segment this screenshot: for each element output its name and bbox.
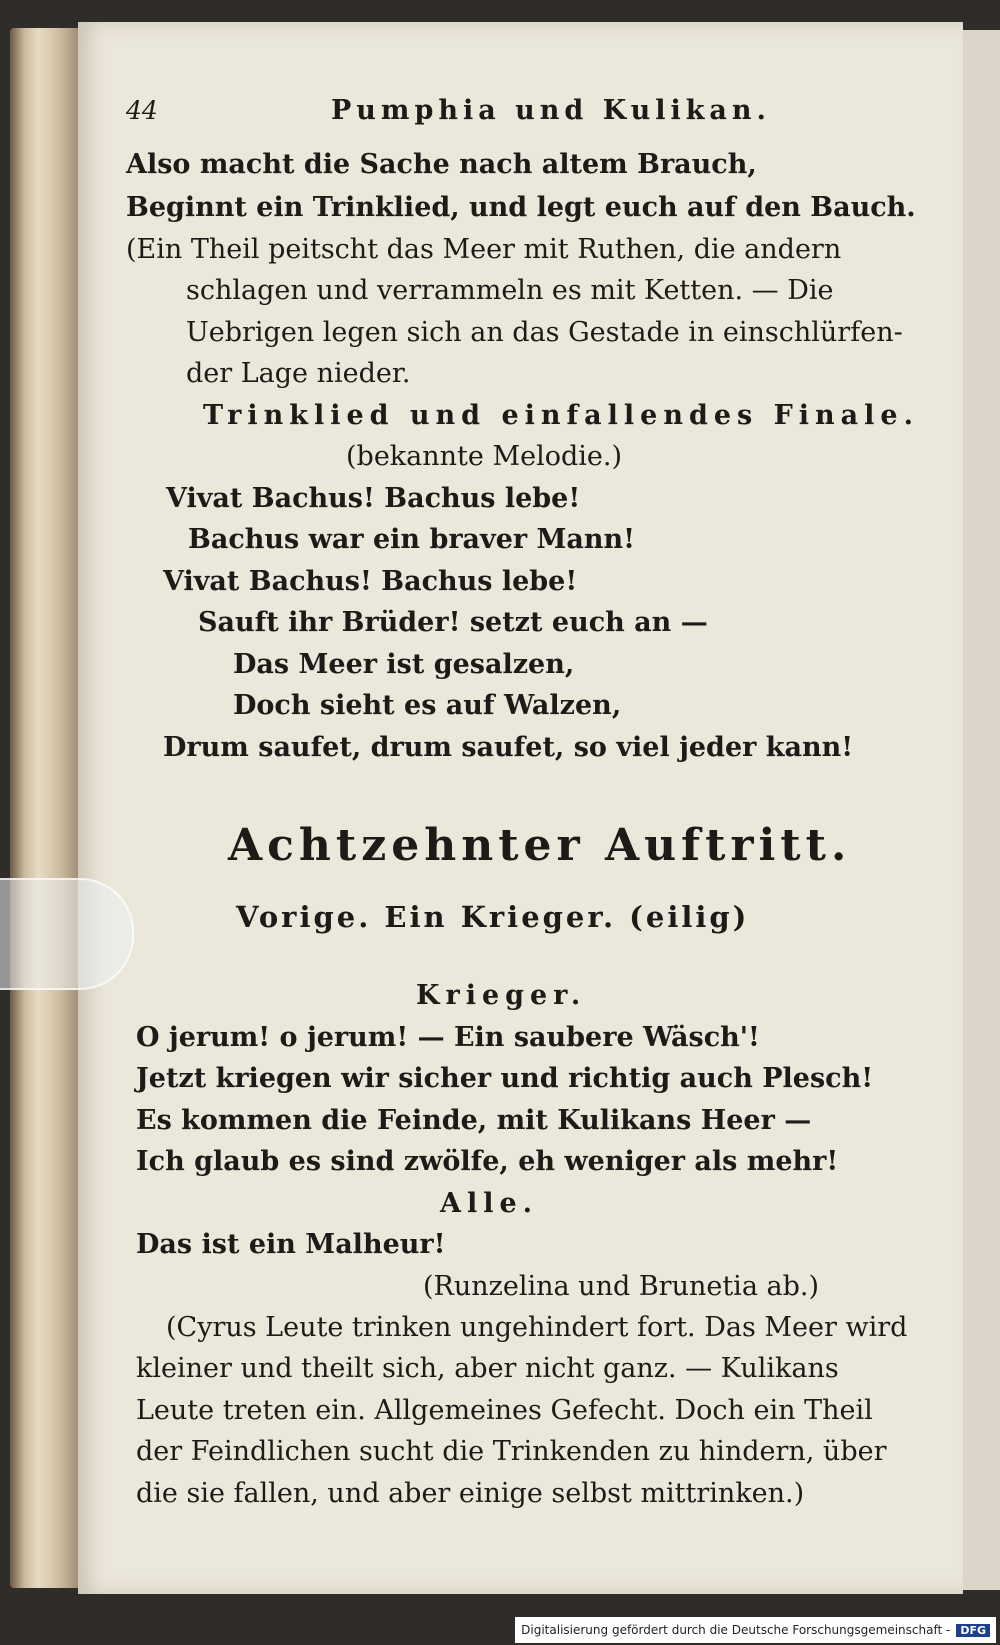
song-title: Trinklied und einfallendes Finale.	[203, 400, 919, 431]
running-title: Pumphia und Kulikan.	[331, 95, 771, 126]
stage-direction-line: Leute treten ein. Allgemeines Gefecht. Doch ein Theil	[136, 1395, 873, 1426]
dfg-logo: DFG	[956, 1624, 990, 1637]
verse-line: Beginnt ein Trinklied, und legt euch auf den Bauch.	[126, 192, 916, 223]
verse-line: Also macht die Sache nach altem Brauch,	[126, 149, 757, 180]
song-line: Doch sieht es auf Walzen,	[233, 690, 622, 721]
song-note: (bekannte Melodie.)	[346, 441, 622, 472]
stage-direction-line: kleiner und theilt sich, aber nicht ganz. — Kulikans	[136, 1353, 839, 1384]
credit-text: Digitalisierung gefördert durch die Deutsche Forschungsgemeinschaft -	[521, 1623, 951, 1637]
speech-line: Jetzt kriegen wir sicher und richtig auch Plesch!	[136, 1063, 874, 1094]
stage-direction-line: (Cyrus Leute trinken ungehindert fort. Das Meer wird	[166, 1312, 908, 1343]
song-line: Bachus war ein braver Mann!	[188, 524, 636, 555]
song-line: Das Meer ist gesalzen,	[233, 649, 575, 680]
stage-direction-line: Uebrigen legen sich an das Gestade in einschlürfen-	[186, 317, 903, 348]
song-line: Drum saufet, drum saufet, so viel jeder kann!	[163, 732, 854, 763]
speaker-name: Alle.	[440, 1188, 539, 1219]
book-page-edges	[10, 28, 80, 1588]
song-line: Vivat Bachus! Bachus lebe!	[163, 566, 578, 597]
page-text	[78, 22, 963, 1594]
page-number: 44	[126, 96, 158, 125]
scene-cast: Vorige. Ein Krieger. (eilig)	[236, 900, 750, 934]
speaker-name: Krieger.	[416, 980, 587, 1011]
song-line: Sauft ihr Brüder! setzt euch an —	[198, 607, 708, 638]
exit-note: (Runzelina und Brunetia ab.)	[423, 1271, 819, 1302]
book-page	[78, 22, 963, 1594]
facing-page-edge	[963, 30, 1000, 1590]
page-holder-clip	[0, 878, 134, 990]
speech-line: O jerum! o jerum! — Ein saubere Wäsch'!	[136, 1022, 760, 1053]
song-line: Vivat Bachus! Bachus lebe!	[166, 483, 581, 514]
scene-title: Achtzehnter Auftritt.	[228, 820, 852, 871]
stage-direction-line: schlagen und verrammeln es mit Ketten. — Die	[186, 275, 834, 306]
speech-line: Das ist ein Malheur!	[136, 1229, 446, 1260]
stage-direction-line: die sie fallen, und aber einige selbst mittrinken.)	[136, 1478, 805, 1509]
stage-direction-line: der Lage nieder.	[186, 358, 411, 389]
stage-direction-line: der Feindlichen sucht die Trinkenden zu hindern, über	[136, 1436, 887, 1467]
running-header	[126, 95, 906, 126]
stage-direction-line: (Ein Theil peitscht das Meer mit Ruthen, die andern	[126, 234, 842, 265]
speech-line: Ich glaub es sind zwölfe, eh weniger als mehr!	[136, 1146, 839, 1177]
digitization-credit	[515, 1617, 996, 1643]
speech-line: Es kommen die Feinde, mit Kulikans Heer —	[136, 1105, 812, 1136]
